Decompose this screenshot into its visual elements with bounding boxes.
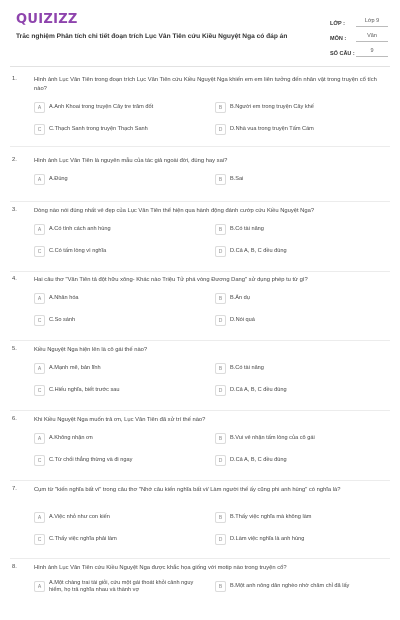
option-text: D.Nhà vua trong truyện Tấm Cám: [230, 126, 314, 132]
question-number: 5.: [12, 346, 17, 352]
option-letter-badge: B: [215, 581, 226, 592]
option-letter-badge: D: [215, 246, 226, 257]
option-letter-badge: B: [215, 224, 226, 235]
option-letter-badge: C: [34, 315, 45, 326]
option-letter-badge: A: [34, 581, 45, 592]
question-text: Hai câu thơ "Vân Tiên tả đột hữu xông- Khác nào Triệu Tử phá vòng Đương Dang" sử dụng phép tu từ gì?: [34, 277, 308, 283]
meta-info: [330, 12, 388, 57]
option-letter-badge: A: [34, 174, 45, 185]
option-letter-badge: A: [34, 512, 45, 523]
question-number: 3.: [12, 207, 17, 213]
answer-option-a[interactable]: [34, 512, 204, 523]
question-block: [0, 153, 400, 197]
quizizz-logo: QUIZIZZ: [16, 12, 78, 27]
option-text: D.Làm việc nghĩa là anh hùng: [230, 536, 305, 542]
answer-option-b[interactable]: [215, 581, 385, 592]
question-block: [0, 342, 400, 406]
option-letter-badge: C: [34, 534, 45, 545]
meta-label: LỚP :: [330, 21, 345, 27]
answer-option-d[interactable]: [215, 315, 385, 326]
option-letter-badge: A: [34, 293, 45, 304]
option-text: C.Từ chối thẳng thừng và đi ngay: [49, 457, 133, 463]
answer-option-c[interactable]: [34, 124, 204, 135]
meta-row-count: [330, 42, 388, 57]
question-text: Hình ảnh Lục Vân Tiên là nguyên mẫu của tác giả ngoài đời, đúng hay sai?: [34, 158, 228, 164]
answer-option-b[interactable]: [215, 174, 385, 185]
option-text: A.Anh Khoai trong truyện Cây tre trăm đốt: [49, 104, 154, 110]
option-text: B.Vui vẻ nhận tấm lòng của cô gái: [230, 435, 315, 441]
question-block: [0, 72, 400, 142]
option-letter-badge: D: [215, 124, 226, 135]
question-block: [0, 203, 400, 267]
document-title: Trắc nghiệm Phân tích chi tiết đoạn trích Lục Vân Tiên cứu Kiều Nguyệt Nga có đáp án: [16, 33, 288, 40]
option-letter-badge: C: [34, 124, 45, 135]
option-letter-badge: B: [215, 433, 226, 444]
option-letter-badge: C: [34, 455, 45, 466]
answer-option-a[interactable]: [34, 433, 204, 444]
question-number: 2.: [12, 157, 17, 163]
option-text: B.Người em trong truyện Cây khế: [230, 104, 314, 110]
option-text: A.Có tính cách anh hùng: [49, 226, 111, 232]
option-letter-badge: A: [34, 433, 45, 444]
option-letter-badge: B: [215, 363, 226, 374]
option-text: C.Hiếu nghĩa, biết trước sau: [49, 387, 120, 393]
question-block: [0, 412, 400, 476]
answer-option-a[interactable]: [34, 293, 204, 304]
answer-option-c[interactable]: [34, 385, 204, 396]
meta-value: 9: [356, 48, 388, 57]
question-text: Khi Kiều Nguyệt Nga muốn trả ơn, Lục Vân Tiên đã xử trí thế nào?: [34, 417, 206, 423]
question-number: 1.: [12, 76, 17, 82]
option-text: B.Sai: [230, 176, 244, 182]
option-letter-badge: A: [34, 224, 45, 235]
option-text: A.Đúng: [49, 176, 68, 182]
answer-option-b[interactable]: [215, 363, 385, 374]
answer-option-b[interactable]: [215, 293, 385, 304]
answer-option-c[interactable]: [34, 315, 204, 326]
option-text: B.Có tài năng: [230, 226, 264, 232]
question-divider: [10, 201, 390, 202]
question-divider: [10, 146, 390, 147]
option-letter-badge: D: [215, 455, 226, 466]
option-text: D.Cả A, B, C đều đúng: [230, 457, 287, 463]
question-divider: [10, 410, 390, 411]
option-letter-badge: D: [215, 315, 226, 326]
option-text: D.Nói quá: [230, 317, 255, 323]
meta-label: SỐ CÂU :: [330, 51, 355, 57]
option-letter-badge: D: [215, 534, 226, 545]
answer-option-b[interactable]: [215, 433, 385, 444]
answer-option-c[interactable]: [34, 246, 204, 257]
option-letter-badge: B: [215, 293, 226, 304]
option-text: B.Ẩn dụ: [230, 295, 250, 301]
meta-value: Văn: [356, 33, 388, 42]
option-text: D.Cả A, B, C đều đúng: [230, 387, 287, 393]
option-text: A.Mạnh mẽ, bản lĩnh: [49, 365, 101, 371]
option-letter-badge: A: [34, 363, 45, 374]
header-divider: [10, 66, 390, 67]
meta-row-subject: [330, 27, 388, 42]
option-letter-badge: B: [215, 102, 226, 113]
answer-option-a[interactable]: [34, 174, 204, 185]
option-letter-badge: C: [34, 385, 45, 396]
question-block: [0, 482, 400, 554]
question-number: 8.: [12, 564, 17, 570]
option-text: B.Thấy việc nghĩa mà không làm: [230, 514, 312, 520]
option-text: C.Có tấm lòng vì nghĩa: [49, 248, 107, 254]
option-text: C.So sánh: [49, 317, 76, 323]
option-text: A.Việc nhỏ như con kiến: [49, 514, 110, 520]
meta-value: Lớp 9: [356, 18, 388, 27]
option-text: A.Nhân hóa: [49, 295, 79, 301]
question-number: 6.: [12, 416, 17, 422]
answer-option-b[interactable]: [215, 102, 385, 113]
option-letter-badge: D: [215, 385, 226, 396]
question-divider: [10, 480, 390, 481]
option-text: C.Thạch Sanh trong truyện Thạch Sanh: [49, 126, 148, 132]
answer-option-d[interactable]: [215, 534, 385, 545]
option-text: C.Thấy việc nghĩa phải làm: [49, 536, 117, 542]
question-number: 4.: [12, 276, 17, 282]
question-divider: [10, 558, 390, 559]
option-text: A.Một chàng trai tài giỏi, cứu một gái thoát khỏi cảnh nguy hiểm, họ trả nghĩa nhau và thành vợ: [49, 579, 194, 593]
option-letter-badge: A: [34, 102, 45, 113]
meta-row-class: [330, 12, 388, 27]
answer-option-d[interactable]: [215, 455, 385, 466]
option-text: B.Có tài năng: [230, 365, 264, 371]
answer-option-b[interactable]: [215, 224, 385, 235]
answer-option-a[interactable]: [34, 102, 204, 113]
question-block: [0, 560, 400, 620]
option-letter-badge: C: [34, 246, 45, 257]
question-text: Kiều Nguyệt Nga hiện lên là cô gái thế nào?: [34, 347, 148, 353]
answer-option-c[interactable]: [34, 534, 204, 545]
answer-option-d[interactable]: [215, 124, 385, 135]
page-header: [0, 0, 400, 62]
answer-option-d[interactable]: [215, 385, 385, 396]
question-number: 7.: [12, 486, 17, 492]
question-text: Hình ảnh Lục Vân Tiên cứu Kiều Nguyệt Nga được khắc họa giống với motip nào trong truyện cổ?: [34, 565, 287, 571]
question-text: Cụm từ "kiến nghĩa bất vi" trong câu thơ "Nhớ câu kiến nghĩa bất vi/ Làm người thế ấy cũng phi anh hùng" có nghĩa là?: [34, 487, 341, 493]
question-text: Hình ảnh Lục Vân Tiên trong đoạn trích Lục Vân Tiên cứu Kiều Nguyệt Nga khiến em em liên tưởng đến nhân vật trong truyện cổ tích nào?: [34, 77, 377, 92]
option-text: A.Không nhận ơn: [49, 435, 93, 441]
option-letter-badge: B: [215, 174, 226, 185]
answer-option-a[interactable]: [34, 581, 204, 592]
question-block: [0, 272, 400, 336]
option-text: B.Một anh nông dân nghèo nhờ chăm chỉ đã lấy: [230, 583, 350, 589]
answer-option-a[interactable]: [34, 363, 204, 374]
answer-option-d[interactable]: [215, 246, 385, 257]
answer-option-a[interactable]: [34, 224, 204, 235]
meta-label: MÔN :: [330, 36, 347, 42]
answer-option-b[interactable]: [215, 512, 385, 523]
answer-option-c[interactable]: [34, 455, 204, 466]
option-letter-badge: B: [215, 512, 226, 523]
option-text: D.Cả A, B, C đều đúng: [230, 248, 287, 254]
question-text: Dòng nào nói đúng nhất vẻ đẹp của Lục Vân Tiên thể hiện qua hành động đánh cướp cứu Kiều Nguyệt Nga?: [34, 208, 315, 214]
question-divider: [10, 340, 390, 341]
